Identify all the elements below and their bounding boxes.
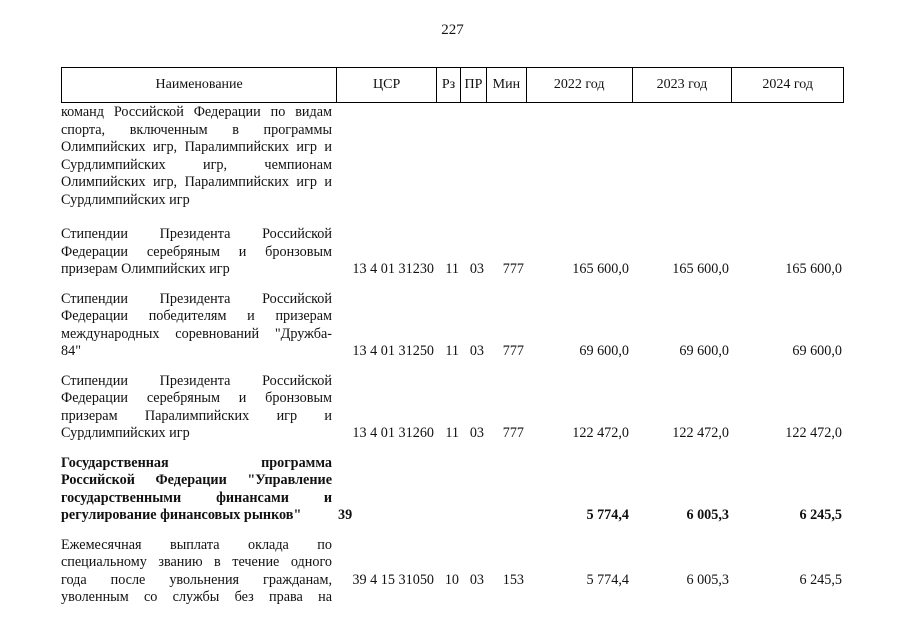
header-rz: Рз — [436, 68, 460, 102]
row-2024: 6 245,5 — [799, 572, 842, 588]
table-row-program — [61, 455, 844, 525]
row-name-line: Государственная программа — [61, 454, 332, 471]
row-name — [61, 291, 336, 361]
row-name — [61, 537, 336, 607]
row-2023: 122 472,0 — [672, 425, 729, 441]
table-row — [61, 373, 844, 443]
table-row — [61, 226, 844, 279]
row-name-line: Стипендии Президента Российской — [61, 290, 332, 307]
header-name: Наименование — [155, 77, 243, 92]
row-rz: 11 — [445, 261, 459, 277]
table-row — [61, 537, 844, 607]
header-min: Мин — [486, 68, 526, 102]
row-pr: 03 — [469, 425, 484, 441]
row-name-line: международных соревнований "Дружба- — [61, 325, 332, 342]
header-2023: 2023 год — [632, 68, 732, 102]
row-name-line: призерам Олимпийских игр — [61, 261, 230, 277]
row-rz: 10 — [444, 572, 459, 588]
row-name-line: Федерации серебряным и бронзовым — [61, 390, 332, 406]
row-2022: 5 774,4 — [586, 507, 629, 523]
row-csr: 39 — [338, 507, 353, 523]
row-csr: 13 4 01 31250 — [352, 343, 434, 359]
table-header — [61, 67, 844, 103]
header-pr: ПР — [460, 68, 486, 102]
row-name — [61, 455, 336, 525]
row-pr: 03 — [469, 572, 484, 588]
row-name — [61, 104, 336, 209]
row-name-line: Российской Федерации "Управление — [61, 472, 332, 488]
row-name-line: специальному званию в течение одного — [61, 554, 332, 570]
table-row — [61, 104, 844, 209]
row-name-line: команд Российской Федерации по видам — [61, 104, 332, 120]
row-name-line: государственными финансами и — [61, 489, 332, 506]
row-2024: 6 245,5 — [799, 507, 842, 523]
row-2022: 122 472,0 — [572, 425, 629, 441]
row-2023: 6 005,3 — [686, 507, 729, 523]
row-name-line: Ежемесячная выплата оклада по — [61, 536, 332, 553]
row-2023: 69 600,0 — [679, 343, 729, 359]
row-csr: 13 4 01 31260 — [352, 425, 434, 441]
row-name-line: 84" — [61, 343, 81, 359]
row-name-line: Сурдлимпийских игр — [61, 191, 190, 208]
row-name-line: Сурдлимпийских игр, чемпионам — [61, 156, 332, 173]
table-body — [61, 104, 844, 607]
header-csr: ЦСР — [336, 68, 436, 102]
row-name-line: призерам Паралимпийских игр и — [61, 407, 332, 424]
row-2022: 165 600,0 — [572, 261, 629, 277]
row-2024: 165 600,0 — [785, 261, 842, 277]
table-row — [61, 291, 844, 361]
row-name — [61, 226, 336, 279]
row-name-line: спорта, включенным в программы — [61, 121, 332, 138]
row-name-line: уволенным со службы без права на — [61, 589, 332, 605]
page-number: 227 — [441, 22, 464, 38]
row-name-line: Сурдлимпийских игр — [61, 425, 190, 441]
row-rz: 11 — [445, 343, 459, 359]
row-2023: 6 005,3 — [686, 572, 729, 588]
row-2022: 69 600,0 — [579, 343, 629, 359]
row-2024: 122 472,0 — [785, 425, 842, 441]
row-name-line: Олимпийских игр, Паралимпийских игр и — [61, 174, 332, 190]
row-pr: 03 — [469, 343, 484, 359]
row-2023: 165 600,0 — [672, 261, 729, 277]
row-min: 777 — [502, 425, 524, 441]
row-name-line: регулирование финансовых рынков" — [61, 507, 302, 523]
row-csr: 39 4 15 31050 — [352, 572, 434, 588]
row-csr: 13 4 01 31230 — [352, 261, 434, 277]
row-2024: 69 600,0 — [792, 343, 842, 359]
budget-table — [61, 67, 844, 607]
row-name-line: Стипендии Президента Российской — [61, 372, 332, 389]
row-name-line: Олимпийских игр, Паралимпийских игр и — [61, 139, 332, 155]
row-name-line: Федерации серебряным и бронзовым — [61, 243, 332, 260]
row-rz: 11 — [445, 425, 459, 441]
row-min: 777 — [502, 261, 524, 277]
row-name-line: года после увольнения гражданам, — [61, 571, 332, 588]
row-min: 777 — [502, 343, 524, 359]
row-min: 153 — [502, 572, 524, 588]
row-name-line: Федерации победителям и призерам — [61, 308, 332, 324]
header-2024: 2024 год — [731, 68, 843, 102]
header-2022: 2022 год — [526, 68, 632, 102]
row-name — [61, 373, 336, 443]
row-pr: 03 — [469, 261, 484, 277]
row-2022: 5 774,4 — [586, 572, 629, 588]
row-name-line: Стипендии Президента Российской — [61, 226, 332, 242]
